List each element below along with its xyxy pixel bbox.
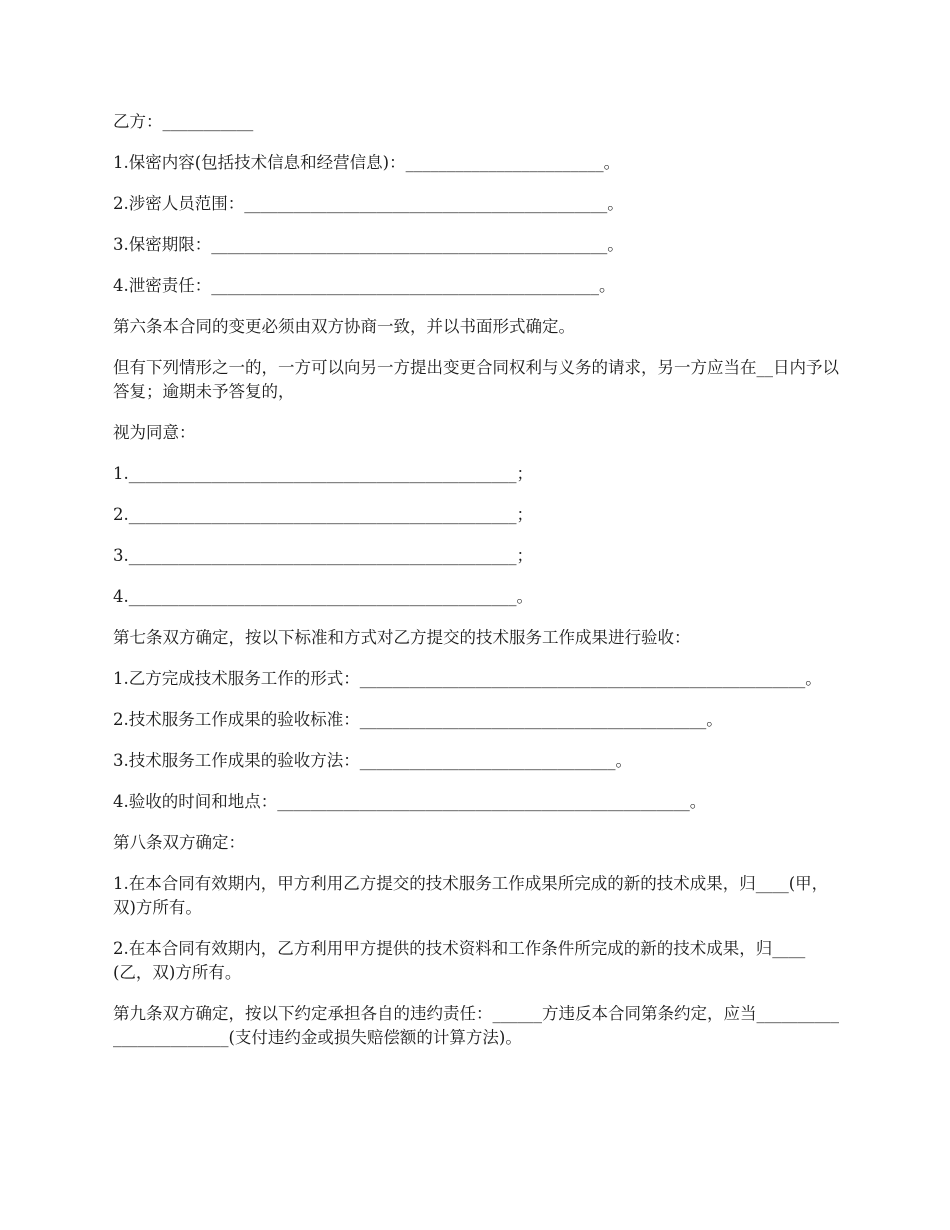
article-6-heading: 第六条本合同的变更必须由双方协商一致，并以书面形式确定。 [113, 317, 575, 336]
acceptance-form-item: 1.乙方完成技术服务工作的形式：______________________________________________________。 [113, 669, 822, 688]
acceptance-method-item: 3.技术服务工作成果的验收方法：_______________________________。 [113, 751, 632, 770]
article-8-heading: 第八条双方确定： [113, 833, 245, 852]
deemed-consent: 视为同意： [113, 423, 196, 442]
condition-item-3: 3._______________________________________________； [113, 546, 533, 565]
condition-item-1: 1._______________________________________________； [113, 464, 533, 483]
condition-item-4: 4._______________________________________________。 [113, 587, 533, 606]
article-8-item-2: 2.在本合同有效期内，乙方利用甲方提供的技术资料和工作条件所完成的新的技术成果，归____(乙，双)方所有。 [113, 939, 806, 982]
acceptance-standard-item: 2.技术服务工作成果的验收标准：__________________________________________。 [113, 710, 723, 729]
condition-item-2: 2._______________________________________________； [113, 505, 533, 524]
confidential-personnel-item: 2.涉密人员范围：____________________________________________。 [113, 194, 624, 213]
confidential-period-item: 3.保密期限：________________________________________________。 [113, 235, 624, 254]
article-9-heading: 第九条双方确定，按以下约定承担各自的违约责任：______方违反本合同第条约定，应当________________________(支付违约金或损失赔偿额的计算方法)。 [113, 1004, 839, 1047]
article-6-exception: 但有下列情形之一的，一方可以向另一方提出变更合同权利与义务的请求，另一方应当在__日内予以答复；逾期未予答复的， [113, 358, 839, 401]
article-8-item-1: 1.在本合同有效期内，甲方利用乙方提交的技术服务工作成果所完成的新的技术成果，归____(甲，双)方所有。 [113, 874, 829, 917]
acceptance-time-place-item: 4.验收的时间和地点：__________________________________________________。 [113, 792, 707, 811]
article-7-heading: 第七条双方确定，按以下标准和方式对乙方提交的技术服务工作成果进行验收： [113, 628, 691, 647]
leak-liability-item: 4.泄密责任：_______________________________________________。 [113, 276, 616, 295]
document-page [113, 110, 843, 1067]
party-b-line: 乙方：___________ [113, 112, 254, 131]
confidential-content-item: 1.保密内容(包括技术信息和经营信息)：________________________。 [113, 153, 621, 172]
